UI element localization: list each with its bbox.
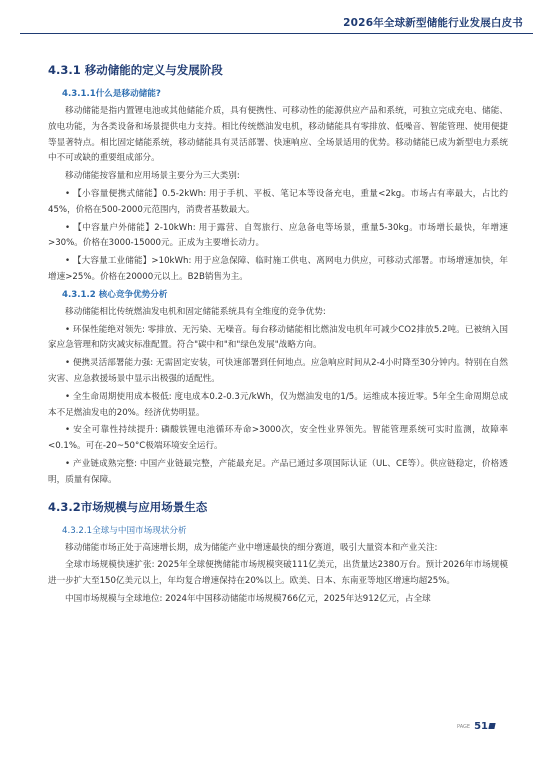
page-footer bbox=[457, 721, 495, 732]
section-title-4-3-1: 4.3.1 移动储能的定义与发展阶段 bbox=[48, 63, 223, 77]
page-header-title: 2026年全球新型储能行业发展白皮书 bbox=[343, 17, 523, 29]
list-item: • 环保性能绝对领先: 零排放、无污染、无噪音。每台移动储能相比燃油发电机年可减少CO2排放5.2吨。已被纳入国家应急管理和防灾减灾标准配置。符合"碳中和"和"绿色发展"战略方向。 bbox=[48, 324, 508, 351]
list-item: • 【中容量户外储能】2-10kWh: 用于露营、自驾旅行、应急备电等场景，重量5-30kg。市场增长最快，年增速>30%。价格在3000-15000元。正成为主要增长动力。 bbox=[48, 222, 508, 249]
section-title-4-3-2: 4.3.2市场规模与应用场景生态 bbox=[48, 499, 208, 514]
subsection-title-4-3-2-1: 4.3.2.1全球与中国市场现状分析 bbox=[62, 525, 187, 536]
paragraph: 移动储能按容量和应用场景主要分为三大类别: bbox=[65, 171, 240, 182]
subsection-title-4-3-1-2: 4.3.1.2 核心竞争优势分析 bbox=[62, 289, 168, 300]
paragraph: 全球市场规模快速扩张: 2025年全球便携储能市场规模突破111亿美元，出货量达2380万台。预计2026年市场规模进一步扩大至150亿美元以上，年均复合增速保持在20%以上。欧美、日本、东南亚等地区增速均超25%。 bbox=[48, 560, 508, 587]
header-divider bbox=[20, 33, 533, 34]
subsection-title-4-3-1-1: 4.3.1.1什么是移动储能? bbox=[62, 89, 161, 99]
list-item: • 产业链成熟完整: 中国产业链最完整，产能最充足。产品已通过多项国际认证（UL、CE等）。供应链稳定，价格透明，质量有保障。 bbox=[48, 458, 508, 485]
list-item: • 安全可靠性持续提升: 磷酸铁锂电池循环寿命>3000次，安全性业界领先。智能管理系统可实时监测，故障率<0.1%。可在-20~50°C极端环境安全运行。 bbox=[48, 425, 508, 452]
brand-mark-icon bbox=[488, 723, 495, 729]
list-item: • 全生命周期使用成本极低: 度电成本0.2-0.3元/kWh，仅为燃油发电的1/5。运维成本接近零。5年全生命周期总成本不足燃油发电的20%。经济优势明显。 bbox=[48, 391, 508, 418]
paragraph: 移动储能是指内置锂电池或其他储能介质，具有便携性、可移动性的能源供应产品和系统，可独立完成充电、储能、放电功能，为各类设备和场景提供电力支持。相比传统燃油发电机，移动储能具有零排放、低噪音、智能管理、使用便捷等显著特点。相比固定储能系统，移动储能具有灵活部署、快速响应、全场景适用的优势。移动储能已成为新型电力系统中不可或缺的重要组成部分。 bbox=[48, 106, 508, 164]
paragraph: 中国市场规模与全球地位: 2024年中国移动储能市场规模766亿元，2025年达912亿元，占全球 bbox=[65, 593, 431, 604]
page-number: 51 bbox=[474, 721, 488, 732]
list-item: • 【大容量工业储能】>10kWh: 用于应急保障、临时施工供电、离网电力供应，可移动式部署。市场增速加快，年增速>25%。价格在20000元以上。B2B销售为主。 bbox=[48, 256, 508, 282]
page-content bbox=[48, 62, 508, 610]
list-item: • 便携灵活部署能力强: 无需固定安装，可快速部署到任何地点。应急响应时间从2-4小时降至30分钟内。特别在自然灾害、应急救援场景中显示出极强的适配性。 bbox=[48, 358, 508, 384]
list-item: • 【小容量便携式储能】0.5-2kWh: 用于手机、平板、笔记本等设备充电，重量<2kg。市场占有率最大，占比约45%，价格在500-2000元范围内，消费者基数最大。 bbox=[48, 188, 508, 215]
paragraph: 移动储能相比传统燃油发电机和固定储能系统具有全维度的竞争优势: bbox=[65, 306, 326, 317]
page-label: PAGE bbox=[457, 724, 471, 730]
paragraph: 移动储能市场正处于高速增长期，成为储能产业中增速最快的细分赛道，吸引大量资本和产业关注: bbox=[65, 542, 438, 553]
